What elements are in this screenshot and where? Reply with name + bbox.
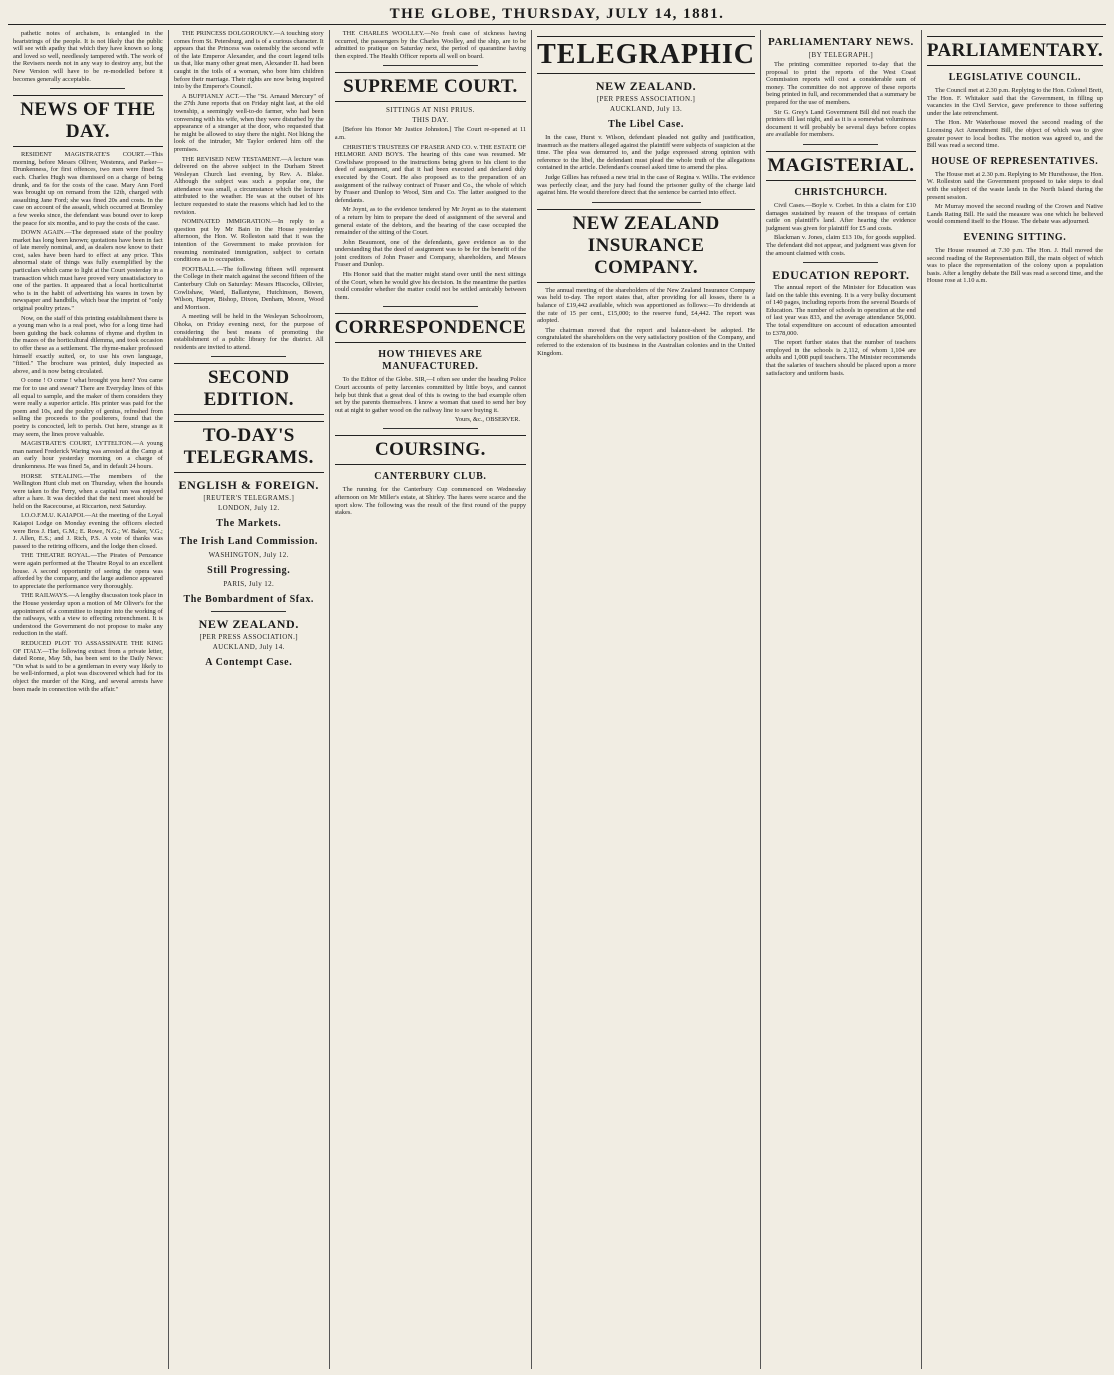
- columns: [8, 30, 1108, 1369]
- heading-supreme-court: SUPREME COURT.: [335, 72, 526, 102]
- article-text: DOWN AGAIN.—The depressed state of the poultry market has long been known; quotations have been in fact of late merely nominal, and, as dealers now know to their cost, sales have been hard to effect at any price. This abnormal state of things was fully exemplified by the particulars which came to light at the Court yesterday in a transaction which must have proved very unsatisfactory to one of the parties. It appeared that a local horticulturist who is in the habit of advertising his wares in town by newspaper and handbills, which bear the imprint of "only original poultry prizes.": [13, 229, 163, 313]
- divider: [383, 65, 479, 66]
- article-text: The annual meeting of the shareholders of the New Zealand Insurance Company was held to-day. The report states that, after providing for all losses, there is a balance of £19,442 available, which was apportioned as follows:—To dividends at the rate of 15 per cent., £15,000; to the reserve fund, £4,442. The report was adopted.: [537, 286, 756, 325]
- heading-parliamentary-news: PARLIAMENTARY NEWS.: [768, 36, 914, 48]
- dateline: AUCKLAND, July 14.: [212, 643, 285, 652]
- subheading: Still Progressing.: [207, 565, 291, 577]
- article-text: RESIDENT MAGISTRATE'S COURT.—This morning, before Messrs Olliver, Westenra, and Parker—Drunkenness, for first offences, two men were fined 5s each. Charles Hugh was dismissed on a charge of being drunk, and 6s for the costs of the case. Mary Ann Ford was brought up on remand from the 12th, charged with assaulting Jane Ford; she was fined 20s and costs. In the case on account of the assault, which occurred at Bromley a few weeks since, the defendant was bound over to keep the peace for six months, and to pay the costs of the case.: [13, 151, 163, 227]
- article-text: The chairman moved that the report and balance-sheet be adopted. He congratulated the shareholders on the very satisfactory position of the Company, and referred to the extension of its business in the Australian colonies and in the United Kingdom.: [537, 326, 756, 357]
- heading-second-edition: SECOND EDITION.: [174, 363, 324, 415]
- divider: [803, 144, 878, 145]
- heading-education-report: EDUCATION REPORT.: [772, 268, 910, 283]
- article-text: The annual report of the Minister for Education was laid on the table this evening. It is a very bulky document of 140 pages, including reports from the several Boards of Education. The number of schools in operation at the end of last year was 833, and the average attendance 56,000. The total expenditure on account of education amounted to £378,000.: [766, 284, 916, 337]
- article-text: Civil Cases.—Boyle v. Corbet. In this a claim for £10 damages sustained by reason of the trespass of certain cattle on plaintiff's land. After hearing the evidence judgment was given for plaintiff for £5 and costs.: [766, 201, 916, 232]
- heading-correspondence: CORRESPONDENCE: [335, 313, 526, 343]
- article-text: The Council met at 2.30 p.m. Replying to the Hon. Colonel Brett, The Hon. F. Whitaker said that the Government, in filling up vacancies in the Civil Service, gave preference to those suffering under the late retrenchment.: [926, 87, 1103, 117]
- subheading: HOUSE OF REPRESENTATIVES.: [931, 155, 1099, 167]
- article-text: NOMINATED IMMIGRATION.—In reply to a question put by Mr Bain in the House yesterday afternoon, the Hon. W. Rolleston said that it was the intention of the Government to make provision for resuming nominated immigration, subject to certain conditions as to occupation.: [173, 218, 324, 264]
- article-text: Mr Joynt, as to the evidence tendered by Mr Joynt as to the statement of a return by him to prepare the deed of assignment of the several and general estate of the debtors, and the hearing of the case occupied the remainder of the sitting of the Court.: [334, 206, 527, 237]
- heading-new-zealand: NEW ZEALAND.: [198, 617, 299, 632]
- article-text: The report further states that the number of teachers employed in the schools is 2,112, of whom 1,104 are adults and 1,008 pupil teachers. The Minister recommends that the salaries of teachers should be placed upon a more satisfactory and uniform basis.: [766, 339, 916, 377]
- article-text: The House met at 2.30 p.m. Replying to Mr Hursthouse, the Hon. W. Rolleston said the Government proposed to take steps to deal with the subject of the waste lands in the North Island during the present session.: [926, 170, 1103, 201]
- divider: [383, 428, 479, 429]
- article-text: Mr Murray moved the second reading of the Crown and Native Lands Rating Bill. He said the measure was one which he believed would commend itself to the House. The debate was adjourned.: [926, 203, 1103, 226]
- heading-parliamentary: PARLIAMENTARY.: [927, 36, 1103, 66]
- subheading: HOW THIEVES ARE MANUFACTURED.: [378, 349, 483, 373]
- article-text: Judge Gillies has refused a new trial in the case of Regina v. Willis. The evidence was perfectly clear, and the jury had found the prisoner guilty of the charge laid against him. He would therefore direct that the sentence be carried into effect.: [537, 173, 756, 197]
- heading-english-foreign: ENGLISH & FOREIGN.: [178, 478, 320, 493]
- subheading: The Bombardment of Sfax.: [183, 594, 315, 606]
- subheading: CANTERBURY CLUB.: [374, 471, 487, 483]
- article-text: John Beaumont, one of the defendants, gave evidence as to the understanding that the deed of assignment was to be for the benefit of the joint creditors of John Fraser and Company, shareholders, and Messrs Fraser and Dunlop.: [334, 238, 527, 269]
- divider: [211, 356, 286, 357]
- subheading: The Markets.: [216, 518, 282, 530]
- column-6: [922, 30, 1108, 1369]
- article-text: The Hon. Mr Waterhouse moved the second reading of the Licensing Act Amendment Bill, the object of which was to give greater power to local bodies. The motion was agreed to, and the Bill was read a second time.: [926, 119, 1103, 150]
- article-text: CHRISTIE'S TRUSTEES OF FRASER AND CO. v. THE ESTATE OF HELMORE AND BOYS. The hearing of this case was resumed. Mr Cowlishaw proposed to the instructions being given to his client to the deed of assignment, and that it had been executed and declared duly executed by the Court. He also proposed as to the preparation of an assignment of the railway contract of Fraser and Co., the whole of which by Fraser and Dunlop to Wood, Sim and Co. The latter assigned to the defendants.: [334, 143, 527, 204]
- article-text: THE PRINCESS DOLGOROUKY.—A touching story comes from St. Petersburg, and is of a curious character. It appears that the Princess was ostensibly the second wife of the late Emperor Alexander, and the court legend tells us that, like many other great men, Alexander II. had been caught in the toils of a woman, who bore him children before their marriage. Their rights are now being inquired into by the Emperor's Council.: [173, 30, 324, 91]
- article-text: HORSE STEALING.—The members of the Wellington Hunt club met on Thursday, when the hounds were taken to the Ferry, when a capital run was enjoyed after a hare. It was decided that the next meet should be held on the Racecourse, at Riccarton, next Saturday.: [13, 472, 163, 510]
- heading-todays-telegrams: TO-DAY'S TELEGRAMS.: [174, 421, 324, 473]
- heading-telegraphic: TELEGRAPHIC: [537, 36, 755, 74]
- article-text: O come ! O come ! what brought you here? You came me for to use and swear? There are Everyday lines of this all equal to sample, and the maker of them considers they were really a superior article. His printer was paid for the poem and 10s, and the poultry of genius, refreshed from selling the proceeds to the poulterers, found that the poetry is concocted, left to perish. Out here, strange as it may seem, the lines prove valuable.: [13, 377, 163, 438]
- heading-news-of-the-day: NEWS OF THE DAY.: [13, 95, 163, 147]
- dateline: WASHINGTON, July 12.: [208, 551, 289, 560]
- article-text: The printing committee reported to-day that the proposal to print the reports of the West Coast Commission reports will cost a considerable sum of money. The committee do not approve of these reports being printed in full, and recommended that a summary be prepared for the use of members.: [766, 61, 916, 106]
- article-text: The House resumed at 7.30 p.m. The Hon. J. Hall moved the second reading of the Representation Bill, the main object of which was to place the representation of the colony upon a population basis. After a lengthy debate the Bill was read a second time, and the House rose at 1.10 a.m.: [926, 246, 1103, 285]
- article-text: THE REVISED NEW TESTAMENT.—A lecture was delivered on the above subject in the Durham Street Wesleyan Church last evening, by Rev. A. Blake. Although the subject was such a popular one, the attendance was small, a circumstance which the lecturer attributed to the weather. He was at the outset of his lecture requested to state the reasons which had led to the revision.: [173, 155, 324, 216]
- heading-nz-insurance: NEW ZEALAND INSURANCE COMPANY.: [537, 209, 755, 283]
- article-text: Blackman v. Jones, claim £13 10s, for goods supplied. The defendant did not appear, and judgment was given for the amount claimed with costs.: [766, 234, 916, 257]
- column-5: [761, 30, 922, 1369]
- subheading: THIS DAY.: [412, 116, 449, 125]
- article-text: MAGISTRATE'S COURT, LYTTELTON.—A young man named Frederick Waring was arrested at the Camp at an early hour yesterday morning on a charge of drunkenness. He was fined 5s, and in default 24 hours.: [13, 440, 163, 470]
- divider: [383, 306, 479, 307]
- article-text: In the case, Hurst v. Wilson, defendant pleaded not guilty and justification, inasmuch as the matters alleged against the plaintiff were subjects of suspicion at the time. The plea was demurred to, and the judge expressed strong opinion with reference to the libel, the defendant must plead the whole truth of the allegations contained in the article. Defendant's counsel asked time to amend the plea.: [537, 134, 756, 172]
- source-line: [PER PRESS ASSOCIATION.]: [596, 95, 696, 103]
- divider: [592, 202, 701, 203]
- article-text: I.O.O.F.M.U. KAIAPOI.—At the meeting of the Loyal Kaiapoi Lodge on Monday evening the officers elected were Bros J. Hart, G.M.; E. Rowe, N.G.; W. Baker, V.G.; J. Allen, E.S.; and J. Rich, P.S. A vote of thanks was passed to the retiring officers, and the lodge then closed.: [13, 512, 163, 550]
- article-text: pathetic notes of archaism, is entangled in the heartstrings of the people. It is not likely that the public will see with apathy that which they have known so long and loved so well, needlessly tampered with. The work of the Revisers needs not in any way to destroy any, but the New Version will have to be re-modelled before it becomes generally acceptable.: [13, 30, 163, 83]
- article-text: To the Editor of the Globe. SIR,—I often see under the heading Police Court accounts of petty larcenies committed by little boys, and cannot help but think that a great deal of this is owing to the bad example often set by the parents themselves. I know a woman that used to send her boy out at night to gather wood on the railway line to save buying it.: [334, 376, 527, 414]
- column-2: [169, 30, 330, 1369]
- subheading: SITTINGS AT NISI PRIUS.: [385, 106, 475, 115]
- source-line: [PER PRESS ASSOCIATION.]: [199, 633, 298, 642]
- subheading: EVENING SITTING.: [963, 231, 1067, 243]
- source-line: [REUTER'S TELEGRAMS.]: [203, 494, 295, 503]
- article-text: FOOTBALL.—The following fifteen will represent the College in their match against the second fifteen of the Canterbury Club on Saturday: Messrs Hiscocks, Ollivier, Cowlishaw, Ward, Ballantyne, Hutchinson, Bowen, Wilson, Harper, Bishop, Dixon, Denham, Moore, Wood and Morrison.: [173, 265, 324, 311]
- subheading: A Contempt Case.: [205, 657, 293, 669]
- article-text: Now, on the staff of this printing establishment there is a young man who is a real poet, who for a long time had been guiding the back columns of rhyme and rhythm in the mazes of the horticultural dilemma, and took occasion to offer these as a settlement. The rhyme-maker professed himself exactly suited, or, to use his own language, "fitted." The brochure was printed, duly inspected as above, and is now being circulated.: [13, 314, 163, 375]
- article-text: Sir G. Grey's Land Government Bill did not reach the printers till last night, and as it is a somewhat voluminous document it will probably be several days before copies are available for members.: [766, 108, 916, 139]
- masthead: THE GLOBE, THURSDAY, JULY 14, 1881.: [8, 4, 1106, 25]
- article-text: A BUFFIANLY ACT.—The "St. Arnaud Mercury" of the 27th June reports that on Friday night last, at the old township, a seemingly well-to-do farmer, who had been conversing with his wife, when they were disturbed by the appearance of a stranger at the door, who requested that he might be allowed to stay there the night. Not liking the look of the intruder, Mr Taylor ordered him off the premises.: [173, 92, 324, 153]
- dateline: LONDON, July 12.: [217, 504, 280, 513]
- subheading: The Irish Land Commission.: [179, 536, 318, 548]
- letter-signature: Yours, &c., OBSERVER.: [454, 416, 521, 424]
- article-text: His Honor said that the matter might stand over until the next sittings of the Court, when he would give his decision. In the meantime the parties could consider whether the matter could not be settled amicably between them.: [334, 271, 527, 301]
- subheading: CHRISTCHURCH.: [794, 186, 888, 198]
- subheading: The Libel Case.: [608, 119, 685, 130]
- dateline: AUCKLAND, July 13.: [609, 105, 683, 113]
- article-text: A meeting will be held in the Wesleyan Schoolroom, Ohoka, on Friday evening next, for the purpose of considering the best means of promoting the establishment of a public library for the district. All residents are invited to attend.: [173, 313, 324, 351]
- divider: [803, 262, 878, 263]
- article-text: THE CHARLES WOOLLEY.—No fresh case of sickness having occurred, the passengers by the Charles Woolley, and the ship, are to be admitted to pratique on Saturday next, the period of quarantine having then expired. The Health Officer reports all well on board.: [334, 30, 527, 60]
- divider: [211, 611, 286, 612]
- column-4: [532, 30, 761, 1369]
- heading-magisterial: MAGISTERIAL.: [766, 151, 916, 181]
- column-3: [330, 30, 532, 1369]
- dateline: PARIS, July 12.: [223, 580, 275, 589]
- subheading: LEGISLATIVE COUNCIL.: [948, 72, 1082, 83]
- source-line: [BY TELEGRAPH.]: [808, 51, 874, 59]
- divider: [50, 88, 125, 89]
- article-text: The running for the Canterbury Cup commenced on Wednesday afternoon on Mr Miller's estate, at Shirley. The hares were scarce and the sport slow. The following was the result of the first round of the puppy stakes.: [334, 486, 527, 517]
- column-1: [8, 30, 169, 1369]
- heading-coursing: COURSING.: [335, 435, 526, 465]
- article-text: REDUCED PLOT TO ASSASSINATE THE KING OF ITALY.—The following extract from a private letter, dated Rome, May 5th, has been sent to the Daily News: "On what is said to be a gentleman in every way likely to be well-informed, a plot was discovered which had for its object the murder of the King, and several arrests have been made in connection with the affair.": [13, 639, 163, 693]
- heading-new-zealand: NEW ZEALAND.: [595, 79, 697, 93]
- article-text: THE RAILWAYS.—A lengthy discussion took place in the House yesterday upon a motion of Mr Oliver's for the appointment of a committee to inquire into the working of the railways, with a view to effecting retrenchment. It is understood the Government do not propose to make any reduction in the staff.: [13, 592, 163, 638]
- article-text: THE THEATRE ROYAL.—The Pirates of Penzance were again performed at the Theatre Royal to an excellent house. A second opportunity of seeing the opera was afforded by the company, and the large audience appeared to appreciate the performance very thoroughly.: [13, 552, 163, 590]
- article-text: [Before his Honor Mr Justice Johnston.] The Court re-opened at 11 a.m.: [334, 126, 527, 141]
